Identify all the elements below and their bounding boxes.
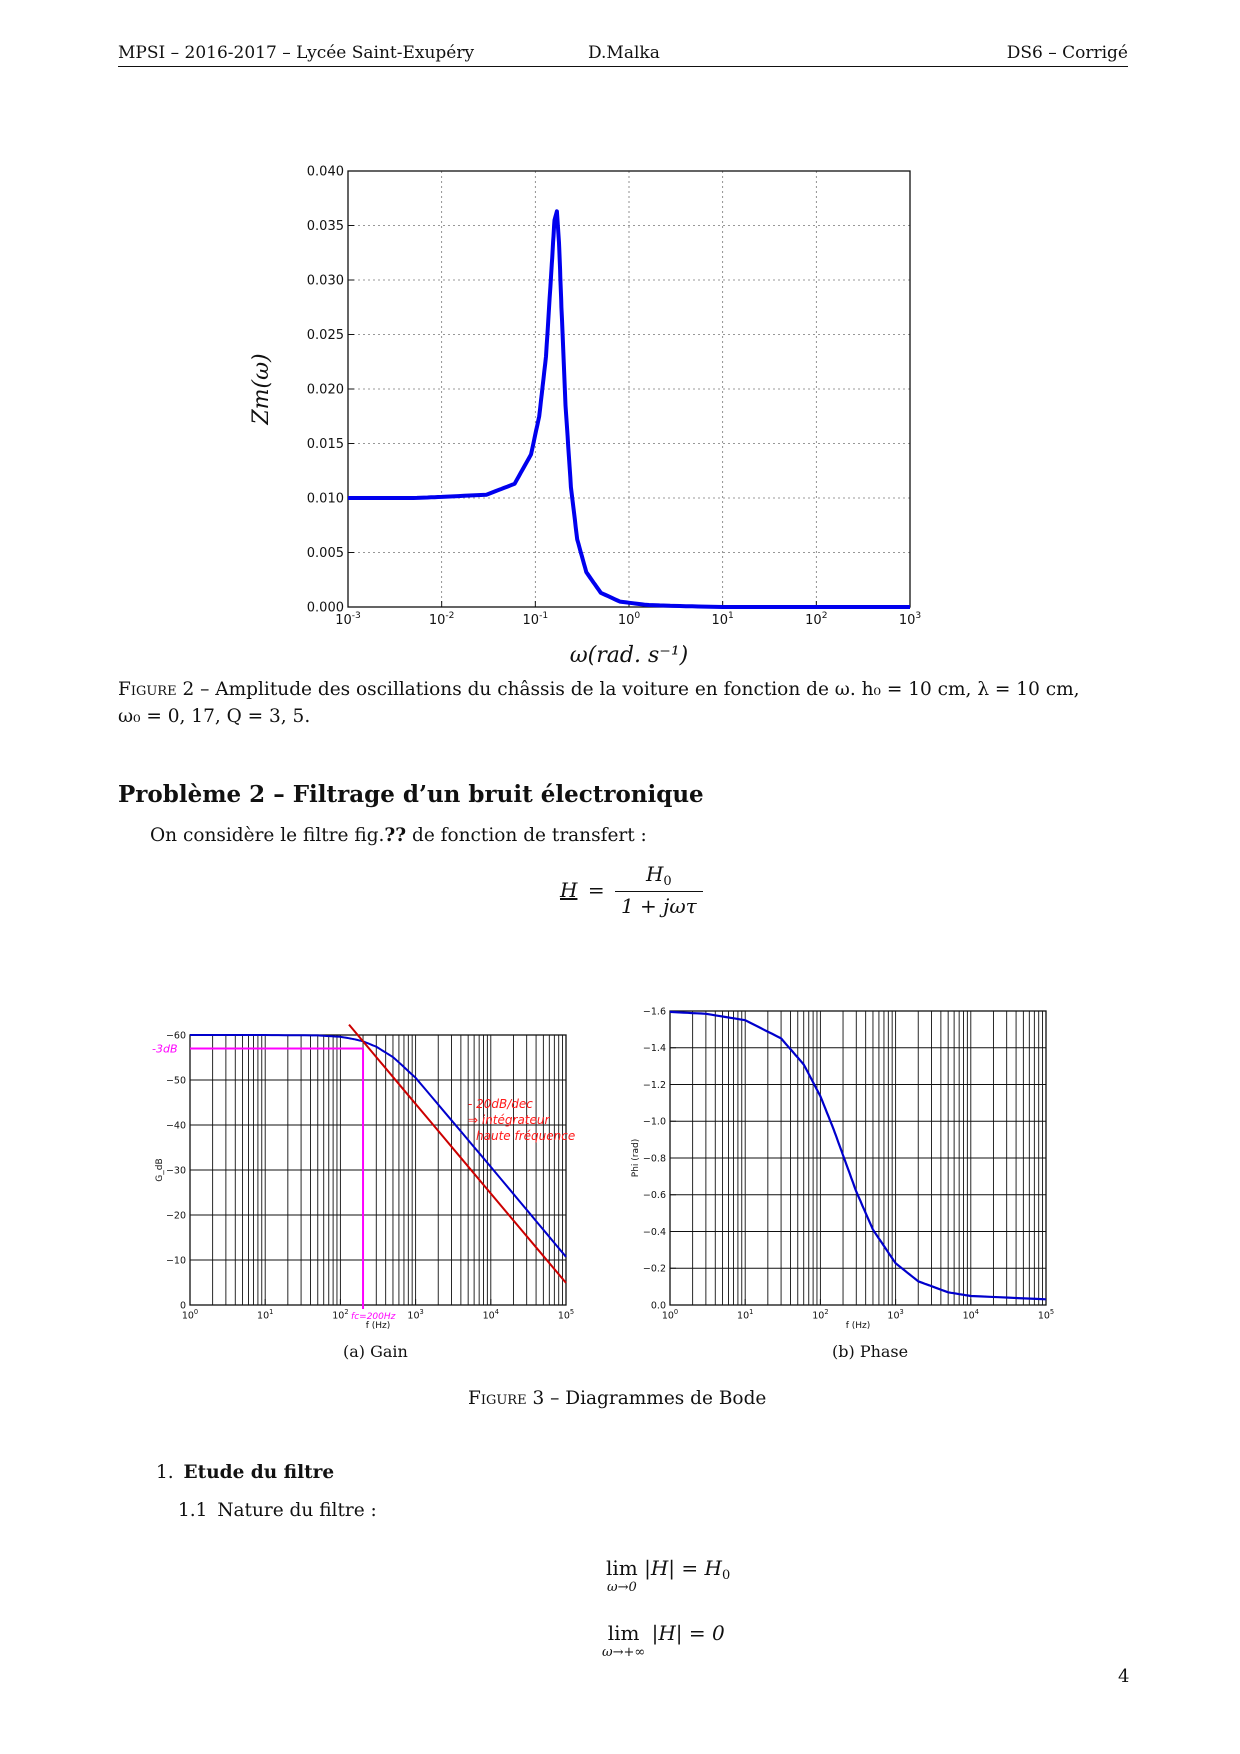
x-tick-label	[812, 1308, 828, 1321]
figure2-chart	[230, 150, 950, 670]
x-axis-label: f (Hz)	[845, 1321, 871, 1330]
phase-subcaption: (b) Phase	[832, 1342, 909, 1361]
x-tick-label	[899, 611, 922, 628]
x-tick-exp: 1	[728, 611, 734, 622]
y-tick-label: −0.8	[642, 1153, 666, 1165]
x-tick-exp: 3	[419, 1308, 424, 1317]
y-tick-label: 0.0	[650, 1300, 666, 1312]
y-tick-label: −0.2	[642, 1263, 666, 1275]
eq-equals: =	[587, 878, 605, 902]
x-tick-base: 10	[711, 613, 729, 628]
y-tick-label: 0.020	[306, 382, 344, 398]
x-tick-label	[963, 1308, 979, 1321]
y-tick-label: −40	[165, 1120, 186, 1132]
page-number: 4	[1118, 1666, 1130, 1687]
page-header	[118, 40, 1128, 67]
x-tick-label	[662, 1308, 678, 1321]
x-tick-label	[558, 1308, 574, 1321]
x-tick-label	[182, 1308, 198, 1321]
y-tick-label: 0	[179, 1300, 186, 1312]
slope-annotation-3: haute fréquence	[476, 1129, 576, 1143]
x-tick-label	[1038, 1308, 1054, 1321]
figure2-caption-text: Amplitude des oscillations du châssis de la voiture en fonction de ω. h₀ = 10 cm, λ = 10 cm,	[215, 679, 1080, 700]
figure2-caption-label: Figure 2 –	[118, 679, 210, 700]
y-tick-label: 0.040	[306, 164, 344, 180]
x-tick-exp: 3	[899, 1308, 904, 1317]
x-tick-base: 10	[482, 1310, 495, 1322]
study-title: Etude du filtre	[183, 1462, 335, 1483]
x-tick-label	[737, 1308, 753, 1321]
x-tick-base: 10	[805, 613, 822, 628]
x-tick-exp: 3	[915, 611, 922, 622]
figure3-caption-text: Diagrammes de Bode	[565, 1388, 767, 1409]
y-tick-label: −0.6	[642, 1190, 666, 1202]
lim1-body: |H| = H	[644, 1556, 722, 1580]
slope-annotation-2: ⇒ intégrateur	[468, 1113, 550, 1127]
x-tick-label	[332, 1308, 348, 1321]
x-tick-label	[407, 1308, 423, 1321]
study-subitem	[178, 1500, 377, 1521]
x-tick-exp: 1	[749, 1308, 754, 1317]
y-tick-label: −1.4	[642, 1043, 666, 1055]
x-tick-label	[335, 611, 361, 628]
header-center: D.Malka	[588, 43, 660, 63]
lim2-body: |H| = 0	[651, 1621, 725, 1645]
intro-paragraph	[150, 825, 647, 846]
intro-after: de fonction de transfert :	[406, 825, 647, 846]
y-axis-label: Phi (rad)	[631, 1138, 641, 1178]
gain-subcaption: (a) Gain	[343, 1342, 408, 1361]
x-tick-exp: 1	[269, 1308, 274, 1317]
x-axis-label: ω(rad. s⁻¹)	[569, 643, 689, 668]
y-tick-label: −1.0	[642, 1116, 666, 1128]
x-tick-label	[429, 611, 455, 628]
x-tick-exp: 0	[634, 611, 641, 622]
x-tick-base: 10	[617, 613, 635, 628]
study-sub-number: 1.1	[178, 1500, 208, 1521]
eq-denominator: 1 + jωτ	[620, 894, 697, 918]
x-tick-base: 10	[257, 1310, 270, 1322]
figure3-caption-label: Figure 3 –	[468, 1388, 560, 1409]
x-tick-exp: -3	[351, 611, 361, 622]
x-tick-exp: 2	[821, 611, 828, 622]
y-tick-label: 0.000	[306, 600, 344, 616]
x-tick-base: 10	[1037, 1310, 1050, 1322]
figure3-phase-chart	[620, 990, 1090, 1330]
study-number: 1.	[156, 1462, 174, 1483]
x-tick-base: 10	[335, 613, 352, 628]
limit-equation-2	[602, 1621, 725, 1660]
y-tick-label: −60	[165, 1030, 186, 1042]
series-line-0	[190, 1035, 566, 1257]
section-title: Problème 2 – Filtrage d’un bruit électronique	[118, 781, 704, 808]
x-tick-base: 10	[812, 1310, 825, 1322]
x-tick-base: 10	[962, 1310, 975, 1322]
y-tick-label: 0.005	[306, 546, 344, 562]
figure2-caption-text2: ω₀ = 0, 17, Q = 3, 5.	[118, 706, 311, 727]
y-tick-label: −50	[165, 1075, 186, 1087]
header-right: DS6 – Corrigé	[1006, 43, 1128, 63]
lim1-lim: lim	[606, 1556, 638, 1580]
x-tick-label	[711, 611, 733, 628]
x-tick-base: 10	[522, 613, 540, 628]
x-tick-label	[483, 1308, 499, 1321]
y-tick-label: −30	[165, 1165, 186, 1177]
x-tick-base: 10	[428, 613, 446, 628]
intro-ref: ??	[384, 825, 407, 846]
y-tick-label: 0.025	[306, 328, 344, 344]
x-tick-base: 10	[661, 1310, 674, 1322]
lim2-under: ω→+∞	[602, 1645, 646, 1660]
x-tick-exp: -2	[445, 611, 455, 622]
x-tick-exp: -1	[539, 611, 549, 622]
x-tick-exp: 4	[494, 1308, 499, 1317]
x-tick-base: 10	[557, 1310, 570, 1322]
x-tick-exp: 5	[569, 1308, 575, 1317]
y-axis-label: Zm(ω)	[249, 353, 274, 425]
figure3-caption	[468, 1385, 766, 1412]
x-tick-label	[618, 611, 641, 628]
transfer-equation	[560, 862, 703, 918]
y-tick-label: 0.030	[306, 273, 344, 289]
lim1-body-sub: 0	[721, 1568, 731, 1583]
series-line-0	[670, 1012, 1046, 1299]
lim2-lim: lim	[607, 1621, 640, 1645]
y-tick-label: −10	[165, 1255, 186, 1267]
x-tick-label	[257, 1308, 273, 1321]
x-tick-label	[805, 611, 827, 628]
x-tick-base: 10	[181, 1310, 194, 1322]
x-tick-base: 10	[898, 613, 916, 628]
x-tick-base: 10	[407, 1310, 420, 1322]
y-tick-label: 0.010	[306, 491, 344, 507]
figure3-gain-chart	[140, 990, 610, 1330]
slope-annotation-1: - 20dB/dec	[468, 1097, 533, 1111]
x-tick-exp: 5	[1049, 1308, 1055, 1317]
x-axis-label: f (Hz)	[365, 1321, 391, 1330]
y-tick-label: −1.2	[642, 1079, 666, 1091]
study-sub-title: Nature du filtre :	[217, 1500, 377, 1521]
y-axis-label: G_dB	[155, 1158, 165, 1182]
eq-num-sub: 0	[663, 874, 672, 889]
x-tick-label	[887, 1308, 903, 1321]
x-tick-base: 10	[737, 1310, 750, 1322]
y-tick-label: −1.6	[642, 1006, 666, 1018]
x-tick-exp: 0	[673, 1308, 679, 1317]
x-tick-exp: 2	[344, 1308, 349, 1317]
x-tick-label	[523, 611, 549, 628]
x-tick-exp: 4	[974, 1308, 979, 1317]
minus3db-annotation: -3dB	[152, 1042, 178, 1056]
eq-num-main: H	[645, 862, 664, 886]
x-tick-base: 10	[332, 1310, 345, 1322]
y-tick-label: −20	[165, 1210, 186, 1222]
eq-lhs: H	[560, 878, 578, 902]
x-tick-exp: 0	[193, 1308, 199, 1317]
x-tick-base: 10	[887, 1310, 900, 1322]
intro-before: On considère le filtre fig.	[150, 825, 385, 846]
figure2-caption	[118, 676, 1128, 730]
x-tick-exp: 2	[824, 1308, 829, 1317]
limit-equation-1	[606, 1556, 730, 1595]
y-tick-label: 0.015	[306, 437, 344, 453]
header-left: MPSI – 2016-2017 – Lycée Saint-Exupéry	[118, 43, 475, 63]
y-tick-label: 0.035	[306, 219, 344, 235]
study-item	[156, 1462, 334, 1483]
series-line-1	[349, 1025, 566, 1283]
lim1-under: ω→0	[607, 1580, 637, 1595]
fc-annotation: fc=200Hz	[351, 1312, 396, 1322]
eq-fraction	[615, 862, 703, 918]
y-tick-label: −0.4	[642, 1226, 666, 1238]
